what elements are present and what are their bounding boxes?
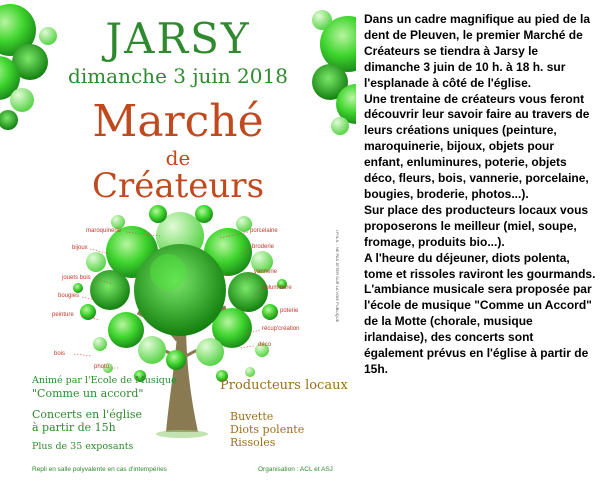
print-notice: I.P.N.S. - NE PAS JETER SUR LA VOIE PUBLIQUE <box>335 230 340 323</box>
market-title: Marché <box>92 96 264 147</box>
label-jouets-bois: jouets bois <box>62 275 91 281</box>
market-title-de: de <box>165 146 191 170</box>
label-porcelaine: porcelaine <box>250 228 278 234</box>
event-description <box>364 12 596 378</box>
label-poterie: poterie <box>280 308 299 314</box>
description-paragraph-3: Sur place des producteurs locaux vous proposerons le meilleur (miel, soupe, fromage, produits bio...). <box>364 202 589 249</box>
concert-line-2: à partir de 15h <box>32 421 116 434</box>
description-paragraph-5: L'ambiance musicale sera proposée par l'école de musique "Comme un Accord" de la Motte (chorale, musique irlandaise), des concerts sont également prévus en l'église à partir de 15h. <box>364 282 592 376</box>
food-line-2: Diots polente <box>230 423 305 436</box>
food-line-1: Buvette <box>230 410 274 423</box>
label-bougies: bougies <box>58 293 80 299</box>
label-enluminure: enluminure <box>262 285 292 291</box>
music-line-1: Animé par l'Ecole de Musique <box>32 375 177 386</box>
description-paragraph-2: Une trentaine de créateurs vous feront découvrir leur savoir faire au travers de leurs créations uniques (peinture, maroquinerie, bijoux, objets pour enfant, enluminures, poterie, objets déco, fleurs, bois, vannerie, porcelaine, bougies, broderie, photos...). <box>364 91 590 201</box>
label-bijoux: bijoux <box>72 245 88 251</box>
food-line-3: Rissoles <box>230 436 276 449</box>
label-peinture: peinture <box>52 312 74 318</box>
music-line-2: "Comme un accord" <box>32 387 144 400</box>
label-broderie: broderie <box>252 244 275 250</box>
description-paragraph-1: Dans un cadre magnifique au pied de la dent de Pleuven, le premier Marché de Créateurs se tiendra à Jarsy le dimanche 3 juin de 10 h. à 18 h. sur l'esplanade à côté de l'église. <box>364 12 591 90</box>
town-title: JARSY <box>105 14 251 63</box>
label-recup-creation: récup'création <box>262 326 300 332</box>
exhibitors-count: Plus de 35 exposants <box>32 441 134 452</box>
concert-line-1: Concerts en l'église <box>32 408 142 421</box>
label-photo: photo <box>94 364 110 370</box>
label-deco: déco <box>258 342 272 348</box>
weather-fallback-note: Repli en salle polyvalente en cas d'intempéries <box>32 466 167 473</box>
description-paragraph-4: A l'heure du déjeuner, diots polenta, tome et rissoles raviront les gourmands. <box>364 250 596 281</box>
label-vannerie: vannerie <box>254 269 278 275</box>
event-date: dimanche 3 juin 2018 <box>68 64 288 88</box>
organisation-note: Organisation : ACL et ASJ <box>258 466 333 473</box>
label-maroquinerie: maroquinerie <box>86 228 122 234</box>
market-title-createurs: Créateurs <box>91 166 265 206</box>
local-producers: Producteurs locaux <box>220 378 348 393</box>
label-bois: bois <box>54 351 66 357</box>
